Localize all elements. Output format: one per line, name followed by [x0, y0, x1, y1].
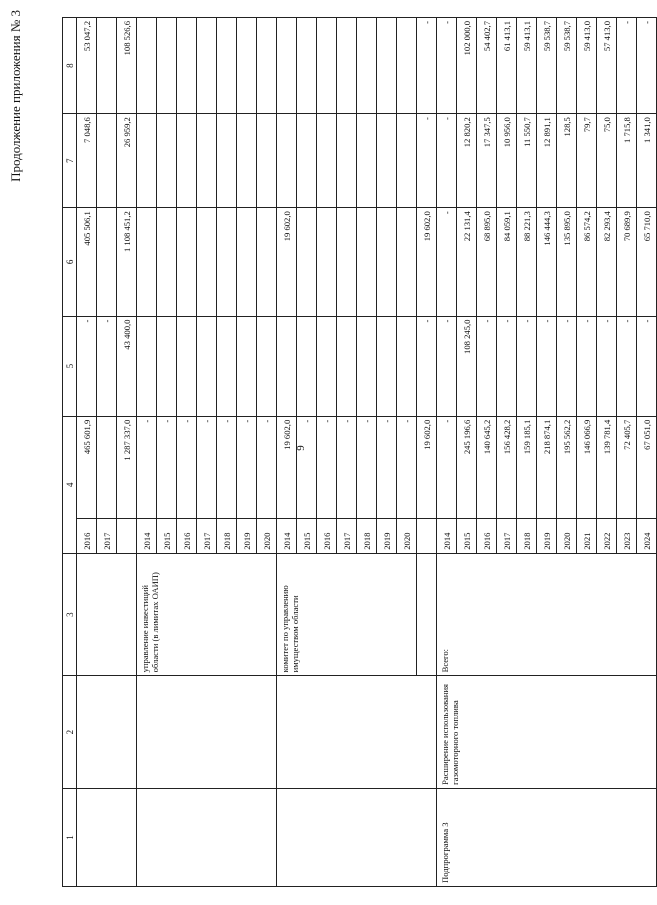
value-cell: 159 185,1 — [517, 416, 537, 518]
value-cell: 1 341,0 — [637, 114, 657, 208]
year-cell: 2021 — [577, 518, 597, 553]
value-cell: 43 400,0 — [117, 316, 137, 416]
value-cell: - — [357, 416, 377, 518]
value-cell: - — [317, 416, 337, 518]
value-cell: 102 000,0 — [457, 18, 477, 114]
value-cell: 146 066,9 — [577, 416, 597, 518]
value-cell — [157, 208, 177, 316]
value-cell: - — [597, 316, 617, 416]
header-col-3: 3 — [63, 553, 77, 676]
value-cell: 108 245,0 — [457, 316, 477, 416]
value-cell — [377, 18, 397, 114]
value-cell — [297, 208, 317, 316]
value-cell: - — [237, 416, 257, 518]
value-cell: 88 221,3 — [517, 208, 537, 316]
value-cell: 11 550,7 — [517, 114, 537, 208]
value-cell: - — [437, 114, 457, 208]
value-cell — [337, 18, 357, 114]
value-cell — [217, 316, 237, 416]
value-cell: - — [437, 316, 457, 416]
value-cell: 146 444,3 — [537, 208, 557, 316]
year-cell: 2017 — [497, 518, 517, 553]
value-cell: - — [437, 18, 457, 114]
value-cell — [357, 18, 377, 114]
value-cell: 195 562,2 — [557, 416, 577, 518]
year-cell: 2016 — [77, 518, 97, 553]
value-cell — [137, 208, 157, 316]
header-col-7: 7 — [63, 114, 77, 208]
value-cell: - — [417, 316, 437, 416]
value-cell — [97, 416, 117, 518]
value-cell: - — [397, 416, 417, 518]
value-cell: 65 710,0 — [637, 208, 657, 316]
value-cell: - — [137, 416, 157, 518]
value-cell: 12 820,2 — [457, 114, 477, 208]
value-cell: 61 413,1 — [497, 18, 517, 114]
value-cell: - — [157, 416, 177, 518]
cell-empty — [277, 788, 437, 886]
value-cell: 245 196,6 — [457, 416, 477, 518]
value-cell — [157, 316, 177, 416]
value-cell — [397, 18, 417, 114]
value-cell — [337, 208, 357, 316]
value-cell: - — [77, 316, 97, 416]
cell-empty — [77, 676, 137, 788]
subprogram-label: Подпрограмма 3 — [437, 788, 657, 886]
subprogram-total-label: Всего: — [437, 553, 657, 676]
year-cell: 2016 — [177, 518, 197, 553]
value-cell: 26 959,2 — [117, 114, 137, 208]
value-cell: 7 048,6 — [77, 114, 97, 208]
executor-property: комитет по управлению имуществом области — [277, 553, 417, 676]
value-cell: 218 874,1 — [537, 416, 557, 518]
value-cell: - — [537, 316, 557, 416]
value-cell: 156 428,2 — [497, 416, 517, 518]
year-cell: 2020 — [397, 518, 417, 553]
value-cell — [197, 316, 217, 416]
year-cell: 2014 — [277, 518, 297, 553]
value-cell: 22 131,4 — [457, 208, 477, 316]
cell-empty — [77, 553, 137, 676]
value-cell: 59 413,1 — [517, 18, 537, 114]
executor-oaip: управление инвестиций области (в лимитах ОАИП) — [137, 553, 277, 676]
value-cell — [217, 208, 237, 316]
value-cell — [317, 114, 337, 208]
value-cell: - — [497, 316, 517, 416]
year-cell: 2016 — [317, 518, 337, 553]
value-cell — [97, 114, 117, 208]
header-col-2: 2 — [63, 676, 77, 788]
value-cell — [297, 114, 317, 208]
year-cell: 2017 — [337, 518, 357, 553]
value-cell: - — [437, 416, 457, 518]
cell-empty — [77, 788, 137, 886]
value-cell — [197, 18, 217, 114]
value-cell — [377, 208, 397, 316]
value-cell — [237, 18, 257, 114]
value-cell — [277, 316, 297, 416]
value-cell: - — [257, 416, 277, 518]
budget-table — [62, 17, 657, 887]
table-row — [77, 18, 97, 887]
year-cell — [117, 518, 137, 553]
value-cell — [97, 208, 117, 316]
value-cell: 54 402,7 — [477, 18, 497, 114]
value-cell — [377, 114, 397, 208]
value-cell — [217, 18, 237, 114]
value-cell — [137, 114, 157, 208]
value-cell: - — [637, 316, 657, 416]
value-cell: - — [637, 18, 657, 114]
cell-empty — [137, 676, 277, 788]
value-cell — [357, 208, 377, 316]
year-cell: 2015 — [457, 518, 477, 553]
value-cell — [317, 18, 337, 114]
value-cell — [297, 316, 317, 416]
value-cell: - — [217, 416, 237, 518]
value-cell: 405 506,1 — [77, 208, 97, 316]
value-cell: 70 689,9 — [617, 208, 637, 316]
value-cell — [177, 18, 197, 114]
value-cell: 19 602,0 — [277, 208, 297, 316]
value-cell: - — [197, 416, 217, 518]
value-cell: - — [417, 114, 437, 208]
year-cell: 2020 — [557, 518, 577, 553]
value-cell — [237, 316, 257, 416]
value-cell: 86 574,2 — [577, 208, 597, 316]
header-col-8: 8 — [63, 18, 77, 114]
value-cell — [377, 316, 397, 416]
value-cell: - — [437, 208, 457, 316]
year-cell: 2022 — [597, 518, 617, 553]
value-cell: 75,0 — [597, 114, 617, 208]
value-cell — [157, 18, 177, 114]
value-cell: - — [417, 18, 437, 114]
value-cell — [257, 316, 277, 416]
value-cell: 135 895,0 — [557, 208, 577, 316]
value-cell — [177, 316, 197, 416]
value-cell — [177, 208, 197, 316]
value-cell: 1 287 337,0 — [117, 416, 137, 518]
value-cell — [217, 114, 237, 208]
value-cell: - — [617, 18, 637, 114]
value-cell: - — [517, 316, 537, 416]
header-col-1: 1 — [63, 788, 77, 886]
year-cell: 2024 — [637, 518, 657, 553]
year-cell: 2016 — [477, 518, 497, 553]
value-cell: 108 526,6 — [117, 18, 137, 114]
value-cell: 19 602,0 — [417, 416, 437, 518]
value-cell — [397, 208, 417, 316]
value-cell: - — [377, 416, 397, 518]
value-cell: 67 051,0 — [637, 416, 657, 518]
value-cell — [277, 18, 297, 114]
year-cell: 2018 — [217, 518, 237, 553]
value-cell: - — [97, 316, 117, 416]
value-cell: - — [557, 316, 577, 416]
header-col-5: 5 — [63, 316, 77, 416]
value-cell: 82 293,4 — [597, 208, 617, 316]
value-cell: 57 413,0 — [597, 18, 617, 114]
year-cell — [417, 518, 437, 553]
value-cell — [357, 114, 377, 208]
value-cell — [317, 316, 337, 416]
value-cell: 17 347,5 — [477, 114, 497, 208]
value-cell — [97, 18, 117, 114]
year-cell: 2019 — [377, 518, 397, 553]
value-cell: 128,5 — [557, 114, 577, 208]
table-row — [137, 18, 157, 887]
year-cell: 2020 — [257, 518, 277, 553]
year-cell: 2019 — [537, 518, 557, 553]
value-cell — [197, 208, 217, 316]
value-cell — [257, 114, 277, 208]
value-cell: 59 538,7 — [537, 18, 557, 114]
value-cell: 1 715,8 — [617, 114, 637, 208]
year-cell: 2014 — [137, 518, 157, 553]
value-cell — [397, 114, 417, 208]
value-cell: 59 538,7 — [557, 18, 577, 114]
value-cell: 19 602,0 — [277, 416, 297, 518]
year-cell: 2017 — [97, 518, 117, 553]
cell-empty — [417, 553, 437, 676]
page-number: 9 — [294, 445, 307, 451]
value-cell: 84 059,1 — [497, 208, 517, 316]
table-row — [437, 18, 457, 887]
value-cell — [197, 114, 217, 208]
value-cell — [357, 316, 377, 416]
value-cell — [277, 114, 297, 208]
value-cell: 10 956,0 — [497, 114, 517, 208]
value-cell — [137, 18, 157, 114]
header-col-6: 6 — [63, 208, 77, 316]
appendix-caption: Продолжение приложения № 3 — [8, 10, 23, 182]
value-cell — [317, 208, 337, 316]
year-cell: 2017 — [197, 518, 217, 553]
value-cell: - — [477, 316, 497, 416]
value-cell: 140 645,2 — [477, 416, 497, 518]
value-cell — [257, 208, 277, 316]
value-cell: - — [297, 416, 317, 518]
value-cell — [157, 114, 177, 208]
value-cell: 19 602,0 — [417, 208, 437, 316]
value-cell: 1 108 451,2 — [117, 208, 137, 316]
value-cell — [337, 114, 357, 208]
value-cell: 53 047,2 — [77, 18, 97, 114]
value-cell: 465 601,9 — [77, 416, 97, 518]
year-cell: 2015 — [297, 518, 317, 553]
value-cell: 72 405,7 — [617, 416, 637, 518]
value-cell — [337, 316, 357, 416]
value-cell: 139 781,4 — [597, 416, 617, 518]
cell-empty — [277, 676, 437, 788]
value-cell — [257, 18, 277, 114]
year-cell: 2018 — [357, 518, 377, 553]
value-cell: 12 891,1 — [537, 114, 557, 208]
year-cell: 2014 — [437, 518, 457, 553]
value-cell: 59 413,0 — [577, 18, 597, 114]
subprogram-title: Расширение использования газомоторного топлива — [437, 676, 657, 788]
table-row — [277, 18, 297, 887]
value-cell: 68 895,0 — [477, 208, 497, 316]
value-cell: - — [617, 316, 637, 416]
value-cell — [237, 208, 257, 316]
value-cell — [397, 316, 417, 416]
year-cell: 2019 — [237, 518, 257, 553]
year-cell: 2018 — [517, 518, 537, 553]
value-cell — [297, 18, 317, 114]
year-cell: 2023 — [617, 518, 637, 553]
value-cell: 79,7 — [577, 114, 597, 208]
header-col-4: 4 — [63, 416, 77, 553]
value-cell — [137, 316, 157, 416]
year-cell: 2015 — [157, 518, 177, 553]
value-cell: - — [337, 416, 357, 518]
value-cell — [237, 114, 257, 208]
header-row — [63, 18, 77, 887]
value-cell: - — [577, 316, 597, 416]
value-cell: - — [177, 416, 197, 518]
cell-empty — [137, 788, 277, 886]
value-cell — [177, 114, 197, 208]
